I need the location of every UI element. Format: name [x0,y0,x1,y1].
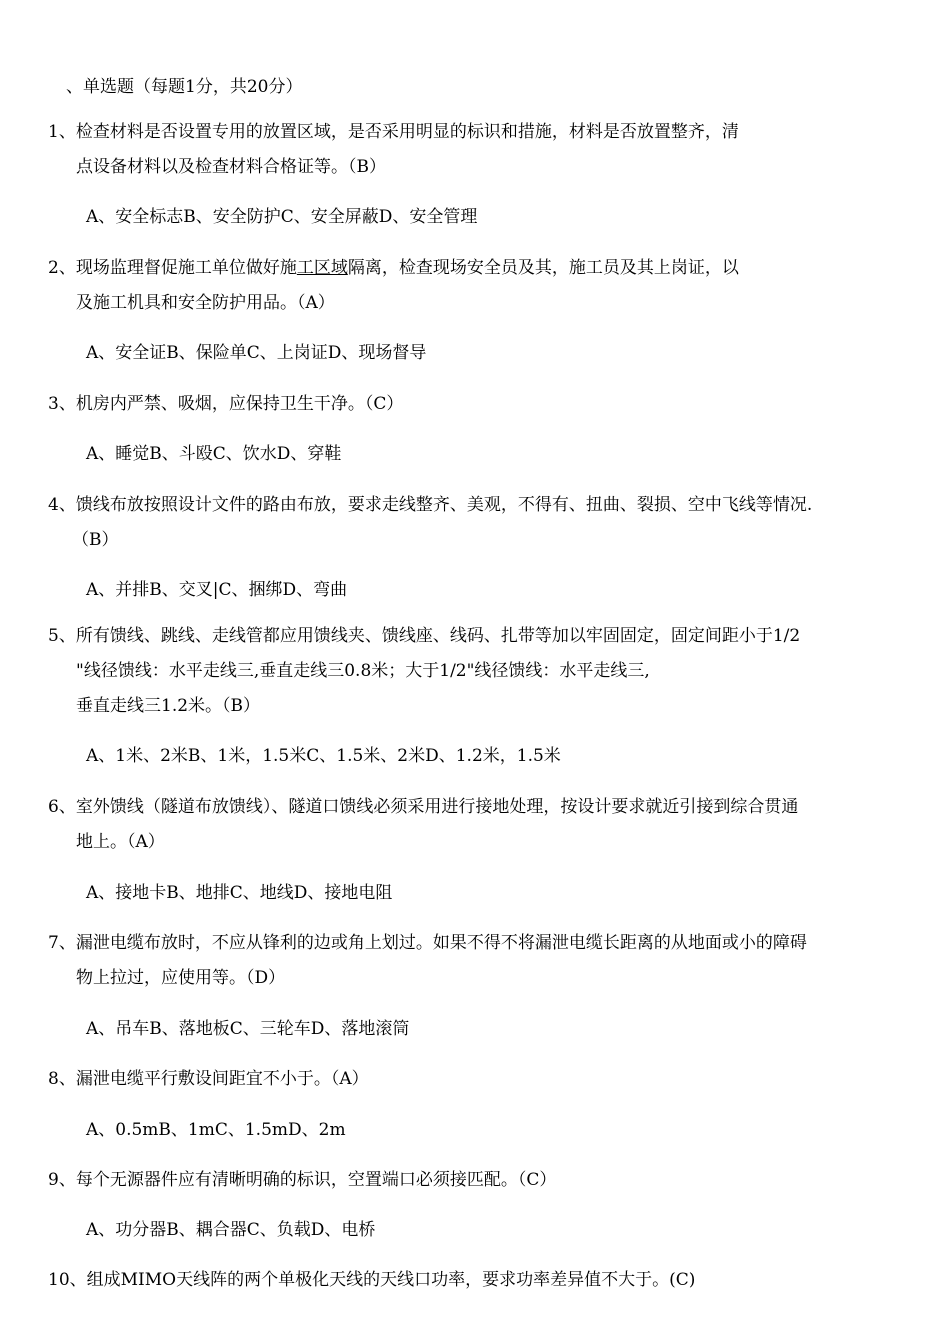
question-7-line-2: 物上拉过，应使用等。（D） [76,968,286,988]
question-2-underlined-term: 工区域 [296,258,348,278]
question-5-line-1: 5、所有馈线、跳线、走线管都应用馈线夹、馈线座、线码、扎带等加以牢固固定，固定间距小于1/2 [48,626,801,646]
question-9-line-1: 9、每个无源器件应有清晰明确的标识，空置端口必须接匹配。（C） [48,1170,557,1190]
section-title: 、单选题（每题1分，共20分） [66,77,303,97]
question-3-line-1: 3、机房内严禁、吸烟，应保持卫生干净。（C） [48,394,404,414]
question-6-line-1: 6、室外馈线（隧道布放馈线）、隧道口馈线必须采用进行接地处理，按设计要求就近引接到综合贯通 [48,797,799,817]
question-2-line-1-post: 隔离，检查现场安全员及其，施工员及其上岗证，以 [347,258,739,278]
question-1-line-2: 点设备材料以及检查材料合格证等。（B） [76,157,386,177]
question-4-options: A、并排B、交叉|C、捆绑D、弯曲 [86,580,348,600]
question-2-line-2: 及施工机具和安全防护用品。（A） [76,293,335,313]
question-4-line-1: 4、馈线布放按照设计文件的路由布放，要求走线整齐、美观，不得有、扭曲、裂损、空中飞线等情况. [48,495,813,515]
question-6-options: A、接地卡B、地排C、地线D、接地电阻 [86,883,393,903]
question-2-options: A、安全证B、保险单C、上岗证D、现场督导 [86,343,427,363]
question-1-options: A、安全标志B、安全防护C、安全屏蔽D、安全管理 [86,207,478,227]
question-8-options: A、0.5mB、1mC、1.5mD、2m [86,1120,346,1140]
question-7-options: A、吊车B、落地板C、三轮车D、落地滚筒 [86,1019,410,1039]
question-7-line-1: 7、漏泄电缆布放时，不应从锋利的边或角上划过。如果不得不将漏泄电缆长距离的从地面或小的障碍 [48,933,807,953]
question-5-line-2: "线径馈线：水平走线三,垂直走线三0.8米；大于1/2"线径馈线：水平走线三, [76,661,650,681]
question-6-line-2: 地上。（A） [76,832,165,852]
question-5-options: A、1米、2米B、1米，1.5米C、1.5米、2米D、1.2米，1.5米 [86,746,561,766]
question-1-line-1: 1、检查材料是否设置专用的放置区域，是否采用明显的标识和措施，材料是否放置整齐，清 [48,122,739,142]
question-10-line-1: 10、组成MIMO天线阵的两个单极化天线的天线口功率，要求功率差异值不大于。(C) [48,1270,696,1290]
question-8-line-1: 8、漏泄电缆平行敷设间距宜不小于。（A） [48,1069,369,1089]
question-4-line-2: （B） [72,530,119,550]
question-3-options: A、睡觉B、斗殴C、饮水D、穿鞋 [86,444,342,464]
question-2-line-1-pre: 2、现场监理督促施工单位做好施 [48,258,297,278]
question-9-options: A、功分器B、耦合器C、负载D、电桥 [86,1220,376,1240]
question-5-line-3: 垂直走线三1.2米。（B） [76,696,261,716]
question-2-line-1 [48,257,739,279]
